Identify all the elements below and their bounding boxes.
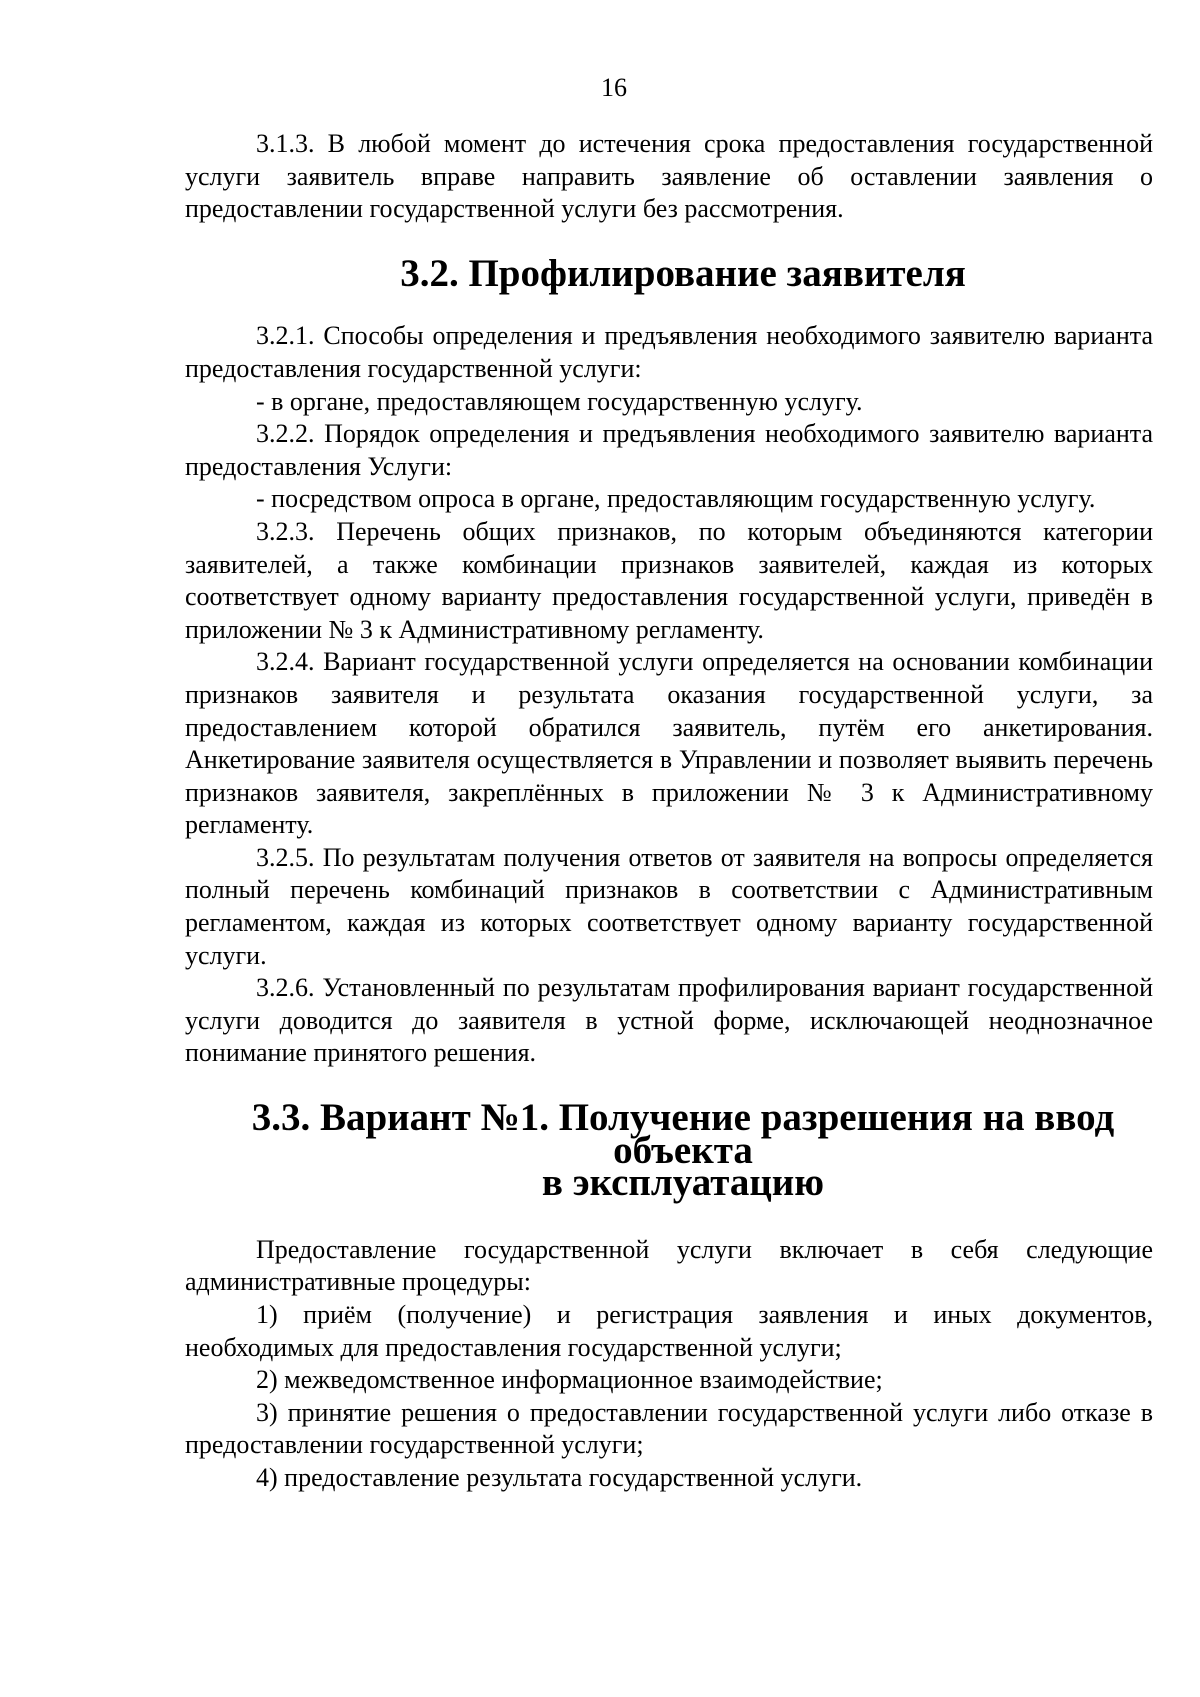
paragraph-3-2-3: 3.2.3. Перечень общих признаков, по которым объединяются категории заявителей, а также комбинации признаков заявителей, каждая из которых соответствует одному варианту предоставления государственной услуги, приведён в приложении № 3 к Административному регламенту. bbox=[185, 516, 1153, 644]
procedure-item-4: 4) предоставление результата государственной услуги. bbox=[256, 1462, 863, 1492]
paragraph-3-2-1: 3.2.1. Способы определения и предъявления необходимого заявителю варианта предоставления государственной услуги: bbox=[185, 321, 1153, 383]
procedure-item-1: 1) приём (получение) и регистрация заявления и иных документов, необходимых для предоставления государственной услуги; bbox=[185, 1300, 1153, 1362]
procedure-item-2: 2) межведомственное информационное взаимодействие; bbox=[256, 1365, 883, 1395]
heading-3-2: 3.2. Профилирование заявителя bbox=[400, 251, 966, 295]
paragraph-procedures-intro: Предоставление государственной услуги включает в себя следующие административные процедуры: bbox=[185, 1234, 1153, 1297]
paragraph-3-2-1-item: - в органе, предоставляющем государственную услугу. bbox=[256, 386, 863, 416]
document-body bbox=[185, 128, 1153, 1495]
paragraph-3-2-2-item: - посредством опроса в органе, предоставляющим государственную услугу. bbox=[256, 484, 1096, 514]
page-number: 16 bbox=[601, 73, 627, 102]
paragraph-3-2-4: 3.2.4. Вариант государственной услуги определяется на основании комбинации признаков заявителя и результата оказания государственной услуги, за предоставлением которой обратился заявитель, путём его анкетирования. Анкетирование заявителя осуществляется в Управлении и позволяет выявить перечень признаков заявителя, закреплённых в приложении № 3 к Административному регламенту. bbox=[185, 647, 1153, 840]
paragraph-3-2-5: 3.2.5. По результатам получения ответов от заявителя на вопросы определяется полный перечень комбинаций признаков в соответствии с Административным регламентом, каждая из которых соответствует одному варианту государственной услуги. bbox=[185, 842, 1153, 970]
heading-3-3-line-2: в эксплуатацию bbox=[541, 1161, 825, 1205]
heading-3-3-line-1: 3.3. Вариант №1. Получение разрешения на ввод объекта bbox=[251, 1096, 1115, 1172]
paragraph-3-2-6: 3.2.6. Установленный по результатам профилирования вариант государственной услуги доводится до заявителя в устной форме, исключающей неоднозначное понимание принятого решения. bbox=[185, 973, 1153, 1068]
paragraph-3-2-2: 3.2.2. Порядок определения и предъявления необходимого заявителю варианта предоставления Услуги: bbox=[185, 419, 1153, 481]
procedure-item-3: 3) принятие решения о предоставлении государственной услуги либо отказе в предоставлении государственной услуги; bbox=[185, 1397, 1153, 1460]
heading-3-3 bbox=[185, 1096, 1153, 1205]
paragraph-3-1-3: 3.1.3. В любой момент до истечения срока предоставления государственной услуги заявитель вправе направить заявление об оставлении заявления о предоставлении государственной услуги без рассмотрения. bbox=[185, 129, 1153, 224]
